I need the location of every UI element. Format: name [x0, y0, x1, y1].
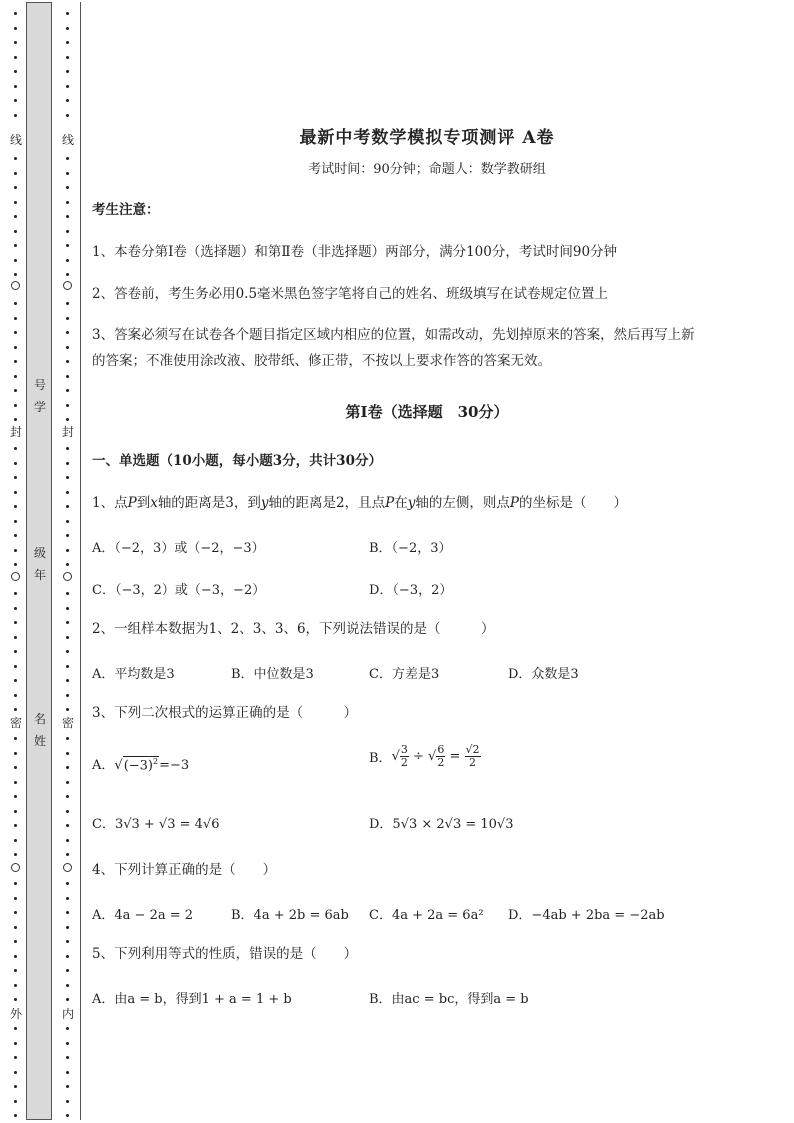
- binding-dot: [66, 592, 69, 595]
- binding-dot: [14, 41, 17, 44]
- binding-dot: [14, 505, 17, 508]
- circle-mark-icon: [63, 863, 72, 872]
- binding-mark: 密: [61, 716, 74, 730]
- binding-dot: [66, 1085, 69, 1088]
- binding-dot: [66, 940, 69, 943]
- option-c[interactable]: C．方差是3: [369, 667, 440, 682]
- binding-dot: [14, 1042, 17, 1045]
- binding-dot: [66, 1042, 69, 1045]
- binding-dot: [14, 665, 17, 668]
- binding-dot: [66, 926, 69, 929]
- binding-dot: [66, 679, 69, 682]
- binding-dot: [66, 824, 69, 827]
- binding-dot: [66, 157, 69, 160]
- binding-dot: [14, 56, 17, 59]
- binding-dot: [14, 12, 17, 15]
- binding-dot: [66, 650, 69, 653]
- notice-item: 3、答案必须写在试卷各个题目指定区域内相应的位置，如需改动，先划掉原来的答案，然后再写上新: [92, 327, 695, 343]
- circle-mark-icon: [11, 281, 20, 290]
- option-c[interactable]: C．（−3，2）或（−3，−2）: [92, 583, 266, 598]
- binding-dot: [66, 70, 69, 73]
- notice-item: 的答案；不准使用涂改液、胶带纸、修正带，不按以上要求作答的答案无效。: [92, 353, 551, 369]
- binding-dot: [14, 99, 17, 102]
- binding-mark: 封: [9, 425, 22, 439]
- binding-dot: [14, 607, 17, 610]
- binding-dot: [14, 969, 17, 972]
- binding-dot: [14, 157, 17, 160]
- option-b[interactable]: B．（−2，3）: [369, 541, 452, 556]
- binding-dot: [66, 85, 69, 88]
- option-b[interactable]: B．由ac = bc，得到a = b: [369, 992, 529, 1007]
- page-title: 最新中考数学模拟专项测评 A卷: [299, 128, 555, 148]
- binding-dot: [14, 1071, 17, 1074]
- binding-dot: [66, 955, 69, 958]
- binding-dot: [66, 56, 69, 59]
- binding-dot: [14, 273, 17, 276]
- binding-line: [80, 2, 81, 1120]
- binding-dot: [14, 317, 17, 320]
- question-3: 3、下列二次根式的运算正确的是（ ）: [92, 705, 358, 721]
- option-d[interactable]: D．众数是3: [508, 667, 579, 682]
- binding-dot: [14, 186, 17, 189]
- binding-dot: [14, 781, 17, 784]
- section-title: 第I卷（选择题 30分）: [345, 403, 509, 421]
- question-1: 1、点P到x轴的距离是3，到y轴的距离是2，且点P在y轴的左侧，则点P的坐标是（ ）: [92, 495, 627, 511]
- binding-dot: [66, 302, 69, 305]
- binding-dot: [66, 375, 69, 378]
- binding-dot: [14, 621, 17, 624]
- option-b[interactable]: B．4a + 2b = 6ab: [231, 908, 349, 923]
- strip-label: 级: [33, 546, 46, 560]
- binding-dot: [66, 476, 69, 479]
- circle-mark-icon: [63, 281, 72, 290]
- strip-label: 年: [33, 568, 46, 582]
- binding-dot: [14, 752, 17, 755]
- binding-mark: 内: [61, 1007, 74, 1021]
- binding-dot: [14, 694, 17, 697]
- binding-dot: [66, 563, 69, 566]
- binding-dot: [14, 404, 17, 407]
- binding-dot: [66, 520, 69, 523]
- option-a[interactable]: A．$√(-3)^2=-3$: [92, 756, 190, 773]
- binding-dot: [66, 317, 69, 320]
- binding-dot: [66, 998, 69, 1001]
- notice-item: 1、本卷分第I卷（选择题）和第Ⅱ卷（非选择题）两部分，满分100分，考试时间90分钟: [92, 244, 618, 260]
- binding-dot: [14, 955, 17, 958]
- binding-dot: [66, 1027, 69, 1030]
- binding-dot: [66, 882, 69, 885]
- binding-dot: [14, 839, 17, 842]
- binding-dot: [66, 346, 69, 349]
- binding-dot: [14, 926, 17, 929]
- binding-dot: [14, 766, 17, 769]
- binding-mark: 封: [61, 425, 74, 439]
- binding-dot: [66, 607, 69, 610]
- binding-dot: [66, 331, 69, 334]
- page-subtitle: 考试时间：90分钟；命题人：数学教研组: [308, 162, 546, 177]
- binding-dot: [14, 940, 17, 943]
- notice-heading: 考生注意：: [92, 202, 160, 218]
- binding-mark: 线: [9, 133, 22, 147]
- binding-dot: [14, 853, 17, 856]
- binding-dot: [14, 215, 17, 218]
- question-4: 4、下列计算正确的是（ ）: [92, 862, 277, 878]
- option-d[interactable]: D．5√3 × 2√3 = 10√3: [369, 817, 514, 832]
- binding-dot: [66, 447, 69, 450]
- binding-dot: [14, 172, 17, 175]
- binding-dot: [14, 1100, 17, 1103]
- binding-dot: [14, 85, 17, 88]
- binding-dot: [66, 491, 69, 494]
- binding-dot: [14, 462, 17, 465]
- option-d[interactable]: D．（−3，2）: [369, 583, 453, 598]
- binding-mark: 密: [9, 716, 22, 730]
- binding-dot: [66, 839, 69, 842]
- binding-dot: [14, 302, 17, 305]
- binding-dot: [66, 781, 69, 784]
- binding-dot: [66, 897, 69, 900]
- circle-mark-icon: [63, 572, 72, 581]
- option-a[interactable]: A．（−2，3）或（−2，−3）: [92, 541, 265, 556]
- binding-dot: [14, 998, 17, 1001]
- binding-dot: [14, 476, 17, 479]
- binding-dot: [66, 418, 69, 421]
- binding-dot: [66, 273, 69, 276]
- binding-dot: [14, 824, 17, 827]
- binding-strip: [26, 2, 52, 1120]
- binding-dot: [14, 810, 17, 813]
- binding-dot: [66, 1071, 69, 1074]
- binding-dot: [66, 665, 69, 668]
- option-a[interactable]: A．平均数是3: [92, 667, 175, 682]
- binding-dot: [66, 694, 69, 697]
- binding-dot: [66, 230, 69, 233]
- binding-dot: [14, 563, 17, 566]
- binding-dot: [66, 969, 69, 972]
- binding-dot: [14, 244, 17, 247]
- binding-dot: [66, 1056, 69, 1059]
- binding-dot: [66, 549, 69, 552]
- binding-dot: [66, 172, 69, 175]
- binding-dot: [66, 911, 69, 914]
- binding-dot: [14, 534, 17, 537]
- binding-dot: [66, 389, 69, 392]
- binding-dot: [14, 491, 17, 494]
- binding-dot: [14, 447, 17, 450]
- binding-dot: [66, 621, 69, 624]
- binding-dot: [14, 1114, 17, 1117]
- binding-dot: [66, 215, 69, 218]
- option-a[interactable]: A．4a − 2a = 2: [92, 908, 194, 923]
- binding-dot: [66, 12, 69, 15]
- binding-dot: [14, 230, 17, 233]
- binding-dot: [66, 708, 69, 711]
- binding-dot: [14, 360, 17, 363]
- binding-mark: 线: [61, 133, 74, 147]
- circle-mark-icon: [11, 572, 20, 581]
- binding-dot: [14, 1085, 17, 1088]
- binding-dot: [66, 795, 69, 798]
- binding-dot: [66, 1114, 69, 1117]
- option-b[interactable]: B．中位数是3: [231, 667, 314, 682]
- binding-dot: [66, 99, 69, 102]
- binding-dot: [66, 114, 69, 117]
- binding-dot: [66, 360, 69, 363]
- outer-dotted-column: [9, 0, 23, 1123]
- binding-dot: [14, 70, 17, 73]
- binding-dot: [66, 505, 69, 508]
- binding-dot: [14, 984, 17, 987]
- strip-label: 名: [33, 712, 46, 726]
- binding-dot: [66, 853, 69, 856]
- binding-dot: [66, 737, 69, 740]
- binding-dot: [66, 186, 69, 189]
- binding-dot: [14, 679, 17, 682]
- binding-dot: [14, 911, 17, 914]
- question-5: 5、下列利用等式的性质，错误的是（ ）: [92, 946, 358, 962]
- circle-mark-icon: [11, 863, 20, 872]
- inner-dotted-column: [61, 0, 75, 1123]
- binding-dot: [66, 27, 69, 30]
- binding-dot: [14, 650, 17, 653]
- binding-dot: [66, 534, 69, 537]
- binding-dot: [14, 636, 17, 639]
- binding-dot: [66, 752, 69, 755]
- binding-dot: [66, 201, 69, 204]
- binding-dot: [66, 766, 69, 769]
- binding-dot: [66, 984, 69, 987]
- question-2: 2、一组样本数据为1、2、3、3、6，下列说法错误的是（ ）: [92, 621, 495, 637]
- binding-dot: [14, 1027, 17, 1030]
- binding-mark: 外: [9, 1007, 22, 1021]
- binding-dot: [14, 375, 17, 378]
- option-c[interactable]: C．3√3 + √3 = 4√6: [92, 817, 220, 832]
- binding-dot: [14, 389, 17, 392]
- option-d[interactable]: D．−4ab + 2ba = −2ab: [508, 908, 665, 923]
- binding-dot: [66, 810, 69, 813]
- binding-dot: [14, 520, 17, 523]
- binding-dot: [66, 1100, 69, 1103]
- binding-dot: [14, 1056, 17, 1059]
- part-heading: 一、单选题（10小题，每小题3分，共计30分）: [92, 453, 382, 469]
- binding-dot: [66, 244, 69, 247]
- binding-dot: [14, 708, 17, 711]
- notice-item: 2、答卷前，考生务必用0.5毫米黑色签字笔将自己的姓名、班级填写在试卷规定位置上: [92, 286, 609, 302]
- binding-dot: [14, 27, 17, 30]
- binding-dot: [66, 462, 69, 465]
- binding-dot: [66, 259, 69, 262]
- binding-dot: [14, 592, 17, 595]
- binding-dot: [14, 259, 17, 262]
- option-c[interactable]: C．4a + 2a = 6a²: [369, 908, 484, 923]
- strip-label: 学: [33, 400, 46, 414]
- strip-label: 号: [33, 378, 46, 392]
- binding-dot: [14, 882, 17, 885]
- binding-dot: [66, 404, 69, 407]
- option-b[interactable]: B．√ $\frac{3}{2}$ ÷ √ $\frac{6}{2}$ = $\frac{√2}{2}$: [369, 743, 480, 769]
- strip-label: 姓: [33, 734, 46, 748]
- binding-dot: [66, 636, 69, 639]
- binding-dot: [14, 331, 17, 334]
- binding-dot: [14, 795, 17, 798]
- binding-dot: [14, 114, 17, 117]
- binding-dot: [14, 549, 17, 552]
- binding-dot: [14, 737, 17, 740]
- binding-dot: [14, 346, 17, 349]
- binding-dot: [14, 201, 17, 204]
- binding-dot: [14, 418, 17, 421]
- binding-dot: [14, 897, 17, 900]
- binding-dot: [66, 41, 69, 44]
- option-a[interactable]: A．由a = b，得到1 + a = 1 + b: [92, 992, 292, 1007]
